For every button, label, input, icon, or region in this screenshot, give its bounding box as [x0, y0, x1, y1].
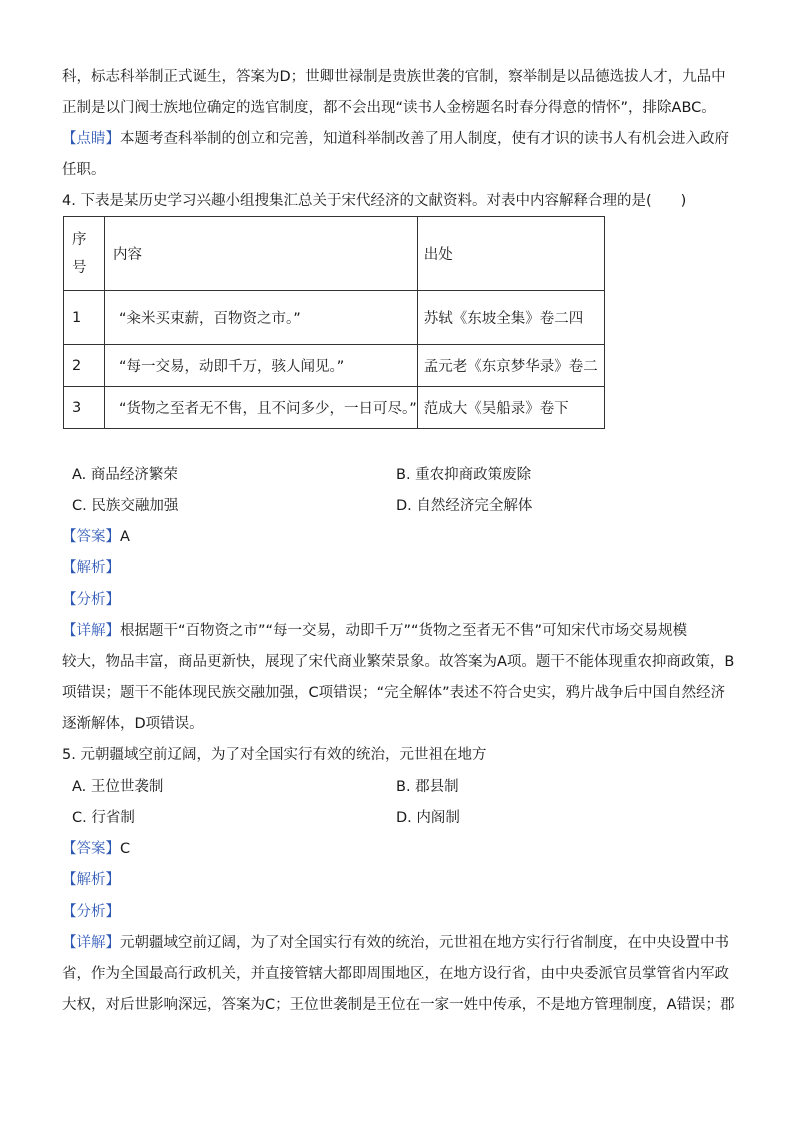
- header-number: 序 号: [64, 217, 105, 291]
- q5-option-d: D. 内阁制: [396, 810, 460, 826]
- answer-value: C: [120, 841, 131, 857]
- row-source: 苏轼《东坡全集》卷二四: [417, 291, 604, 345]
- row-number: 3: [64, 387, 105, 429]
- row-source: 孟元老《东京梦华录》卷二: [417, 345, 604, 387]
- q4-analysis-label: 【分析】: [62, 592, 120, 608]
- row-content: “籴米买束薪，百物资之市。”: [105, 291, 418, 345]
- q4-detail-line-4: 逐渐解体，D项错误。: [62, 716, 204, 732]
- q5-explanation-label: 【解析】: [62, 872, 120, 888]
- q5-detail-line-1: [62, 933, 742, 953]
- q4-option-c: C. 民族交融加强: [72, 498, 179, 514]
- key-point-line-2: 任职。: [62, 162, 106, 178]
- q4-stem: 4. 下表是某历史学习兴趣小组搜集汇总关于宋代经济的文献资料。对表中内容解释合理的是( ): [62, 193, 687, 209]
- table-row: [64, 291, 605, 345]
- answer-label: 【答案】: [62, 529, 120, 545]
- q4-detail-line-1: [62, 621, 742, 641]
- key-point-line-1: [62, 129, 742, 149]
- detail-text: 元朝疆域空前辽阔，为了对全国实行有效的统治，元世祖在地方实行行省制度，在中央设置中书: [120, 935, 729, 951]
- q5-option-b: B. 郡县制: [396, 779, 459, 795]
- header-content: 内容: [105, 217, 418, 291]
- row-number: 2: [64, 345, 105, 387]
- q5-analysis-label: 【分析】: [62, 904, 120, 920]
- q4-option-b: B. 重农抑商政策废除: [396, 467, 532, 483]
- table-header-row: [64, 217, 605, 291]
- q5-answer: [62, 839, 742, 859]
- detail-label: 【详解】: [62, 623, 120, 639]
- intro-line-2: 正制是以门阀士族地位确定的选官制度，都不会出现“读书人金榜题名时春分得意的情怀”，排除ABC。: [62, 100, 716, 116]
- row-content: “每一交易，动即千万，骇人闻见。”: [105, 345, 418, 387]
- q5-detail-line-3: 大权，对后世影响深远，答案为C；王位世袭制是王位在一家一姓中传承，不是地方管理制度，A错误；郡: [62, 997, 735, 1013]
- q5-detail-line-2: 省，作为全国最高行政机关，并直接管辖大都即周围地区，在地方设行省，由中央委派官员掌管省内军政: [62, 966, 729, 982]
- q4-source-table: [63, 216, 605, 429]
- intro-line-1: 科，标志科举制正式诞生，答案为D；世卿世禄制是贵族世袭的官制，察举制是以品德选拔人才，九品中: [62, 69, 726, 85]
- row-source: 范成大《吴船录》卷下: [417, 387, 604, 429]
- table-row: [64, 387, 605, 429]
- q4-detail-line-3: 项错误；题干不能体现民族交融加强，C项错误；“完全解体”表述不符合史实，鸦片战争后中国自然经济: [62, 685, 726, 701]
- q4-explanation-label: 【解析】: [62, 560, 120, 576]
- answer-value: A: [120, 529, 130, 545]
- q4-option-a: A. 商品经济繁荣: [72, 467, 178, 483]
- q5-stem: 5. 元朝疆域空前辽阔，为了对全国实行有效的统治，元世祖在地方: [62, 747, 487, 763]
- detail-label: 【详解】: [62, 935, 120, 951]
- q5-option-a: A. 王位世袭制: [72, 779, 164, 795]
- row-content: “货物之至者无不售，且不问多少，一日可尽。”: [105, 387, 418, 429]
- row-number: 1: [64, 291, 105, 345]
- q4-option-d: D. 自然经济完全解体: [396, 498, 533, 514]
- answer-label: 【答案】: [62, 841, 120, 857]
- q4-answer: [62, 527, 742, 547]
- q5-option-c: C. 行省制: [72, 810, 135, 826]
- q4-detail-line-2: 较大，物品丰富，商品更新快，展现了宋代商业繁荣景象。故答案为A项。题干不能体现重农抑商政策，B: [62, 654, 735, 670]
- detail-text: 根据题干“百物资之市”“每一交易，动即千万”“货物之至者无不售”可知宋代市场交易规模: [120, 623, 688, 639]
- key-point-text: 本题考查科举制的创立和完善，知道科举制改善了用人制度，使有才识的读书人有机会进入政府: [120, 131, 729, 147]
- table-row: [64, 345, 605, 387]
- key-point-label: 【点睛】: [62, 131, 120, 147]
- header-source: 出处: [417, 217, 604, 291]
